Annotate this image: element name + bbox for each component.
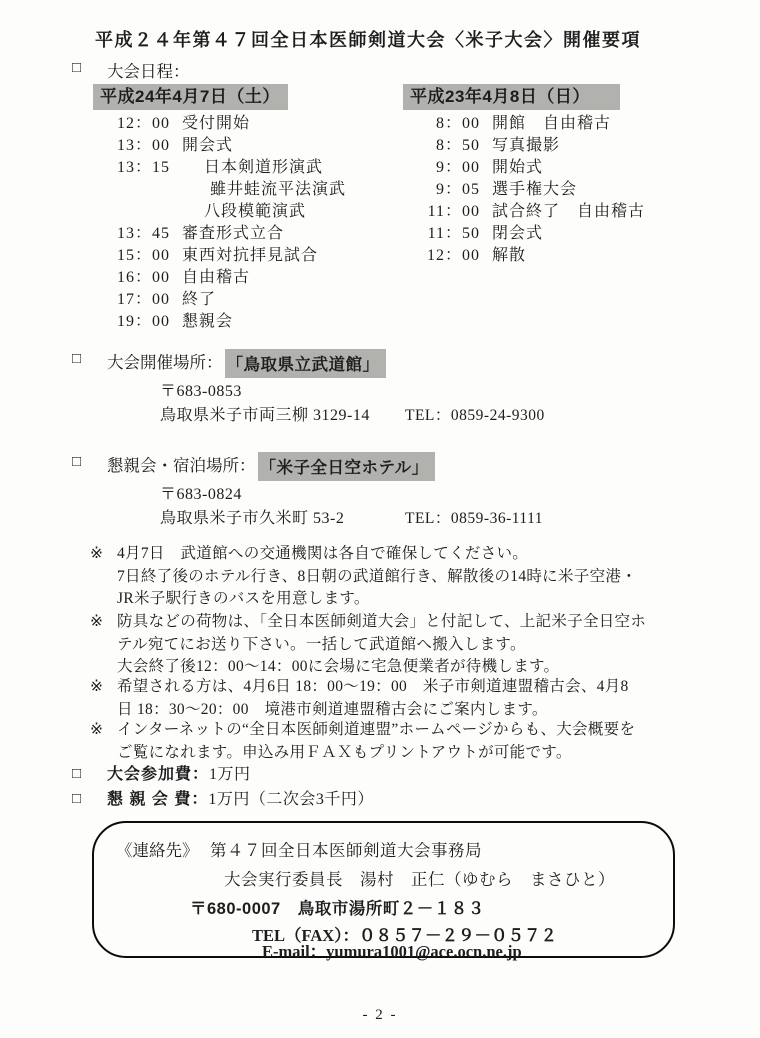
note-line: 希望される方は、4月6日 18：00〜19：00 米子市剣道連盟稽古会、4月8 [117, 678, 629, 695]
schedule-row [98, 113, 346, 135]
checkbox-bullet-icon: □ [72, 454, 82, 470]
schedule-item-label: 解散 [492, 247, 527, 264]
reference-mark-icon: ※ [90, 721, 103, 738]
schedule-time: 8：50 [435, 137, 480, 154]
schedule-item-label: 試合終了 自由稽古 [492, 203, 646, 220]
note-luggage [90, 611, 646, 679]
contact-address: 〒680-0007 鳥取市湯所町２－１８３ [190, 900, 485, 918]
note-transport [90, 543, 637, 611]
schedule-time: 11：00 [427, 203, 480, 220]
schedule-time: 16：00 [116, 269, 170, 286]
note-website [90, 719, 635, 764]
schedule-time: 11：50 [427, 225, 480, 242]
schedule-time: 13：15 [116, 159, 170, 176]
note-line: 日 18：30〜20：00 境港市剣道連盟稽古会にご案内します。 [117, 700, 548, 718]
party-postal-code: 〒683-0824 [160, 486, 242, 503]
schedule-item-label: 開始式 [492, 159, 544, 176]
venue-tel: TEL：0859-24-9300 [405, 407, 545, 424]
checkbox-bullet-icon: □ [72, 791, 82, 807]
party-fee-label: 懇 親 会 費： [107, 791, 209, 808]
note-line: 7日終了後のホテル行き、8日朝の武道館行き、解散後の14時に米子空港・ [117, 567, 637, 585]
venue-postal-code: 〒683-0853 [160, 383, 242, 400]
entry-fee-line [72, 764, 251, 785]
schedule-item-label: 自由稽古 [182, 269, 251, 286]
party-fee-line [72, 789, 374, 810]
contact-info-box [92, 821, 675, 961]
party-tel: TEL：0859-36-1111 [405, 510, 544, 527]
schedule-row [408, 201, 645, 223]
note-practice-sessions [90, 676, 629, 721]
schedule-row [408, 135, 645, 157]
schedule-row [408, 179, 645, 201]
schedule-row [98, 157, 346, 179]
note-line: 4月7日 武道館への交通機関は各自で確保してください。 [117, 545, 529, 562]
schedule-item-label: 終了 [182, 291, 217, 308]
reference-mark-icon: ※ [90, 613, 103, 630]
note-line: 防具などの荷物は、「全日本医師剣道大会」と付記して、上記米子全日空ホ [117, 613, 647, 630]
schedule-item-label: 受付開始 [182, 115, 251, 132]
venue-address: 鳥取県米子市両三柳 3129-14 [160, 407, 370, 424]
party-address: 鳥取県米子市久米町 53-2 [160, 510, 345, 527]
page-number: - 2 - [362, 1007, 398, 1023]
schedule-time: 12：00 [116, 115, 170, 132]
schedule-item-label: 開館 自由稽古 [492, 115, 612, 132]
schedule-row [408, 223, 645, 245]
checkbox-bullet-icon: □ [72, 60, 82, 76]
schedule-time: 13：00 [116, 137, 170, 154]
venue-section-heading [72, 349, 386, 378]
schedule-row [408, 157, 645, 179]
schedule-item-label: 閉会式 [492, 225, 544, 242]
checkbox-bullet-icon: □ [72, 766, 82, 782]
schedule-row [98, 311, 346, 333]
schedule-row [98, 135, 346, 157]
day2-schedule-list [408, 113, 645, 267]
schedule-time [98, 201, 170, 223]
schedule-time: 8：00 [435, 115, 480, 132]
reference-mark-icon: ※ [90, 678, 103, 695]
contact-chairperson: 大会実行委員長 湯村 正仁（ゆむら まさひと） [224, 870, 615, 889]
schedule-item-label: 審査形式立合 [182, 225, 285, 242]
schedule-item-label: 雖井蛙流平法演武 [210, 181, 347, 198]
party-fee-value: 1万円（二次会3千円） [208, 791, 374, 808]
day2-header-highlight: 平成23年4月8日（日） [403, 84, 620, 110]
checkbox-bullet-icon: □ [72, 351, 82, 367]
schedule-item-label: 東西対抗拝見試合 [182, 247, 319, 264]
note-text [117, 543, 637, 611]
day1-schedule-list [98, 113, 346, 333]
schedule-item-label: 日本剣道形演武 [204, 159, 324, 176]
schedule-row [98, 267, 346, 289]
schedule-row [98, 289, 346, 311]
schedule-item-label: 写真撮影 [492, 137, 561, 154]
schedule-row [98, 245, 346, 267]
schedule-item-label: 選手権大会 [492, 181, 578, 198]
contact-tel-fax: TEL（FAX）：０８５７－２９－０５７２ [252, 926, 557, 945]
contact-organization: 第４７回全日本医師剣道大会事務局 [210, 842, 482, 860]
party-venue-name-highlight: 「米子全日空ホテル」 [258, 452, 435, 481]
schedule-time [98, 179, 170, 201]
schedule-row [98, 179, 346, 201]
venue-name-highlight: 「鳥取県立武道館」 [225, 349, 386, 378]
schedule-row [98, 201, 346, 223]
schedule-item-label: 八段模範演武 [204, 203, 307, 220]
schedule-heading-label: 大会日程： [107, 63, 190, 81]
schedule-row [408, 245, 645, 267]
note-text [117, 611, 646, 679]
note-text [117, 676, 629, 721]
schedule-time: 19：00 [116, 313, 170, 330]
note-text [117, 719, 635, 764]
note-line: インターネットの“全日本医師剣道連盟”ホームページからも、大会概要を [117, 721, 636, 738]
note-line: テル宛てにお送り下さい。一括して武道館へ搬入します。 [117, 635, 526, 653]
contact-heading: 《連絡先》 [116, 842, 199, 860]
schedule-time: 15：00 [116, 247, 170, 264]
document-title: 平成２４年第４７回全日本医師剣道大会〈米子大会〉開催要項 [95, 30, 641, 50]
schedule-time: 9：05 [435, 181, 480, 198]
schedule-time: 17：00 [116, 291, 170, 308]
entry-fee-label: 大会参加費： [107, 766, 210, 783]
schedule-time: 12：00 [426, 247, 480, 264]
venue-label: 大会開催場所： [107, 354, 223, 372]
schedule-row [98, 223, 346, 245]
schedule-item-label: 開会式 [182, 137, 234, 154]
note-line: JR米子駅行きのバスを用意します。 [117, 590, 370, 607]
reference-mark-icon: ※ [90, 545, 103, 562]
contact-email: E-mail：yumura1001@ace.ocn.ne.jp [262, 942, 522, 961]
schedule-time: 13：45 [116, 225, 170, 242]
entry-fee-value: 1万円 [209, 766, 251, 783]
note-line: ご覧になれます。申込み用ＦＡＸもプリントアウトが可能です。 [117, 743, 572, 761]
note-line: 大会終了後12：00〜14：00に会場に宅急便業者が待機します。 [117, 658, 560, 675]
day1-header-highlight: 平成24年4月7日（土） [93, 84, 288, 110]
schedule-item-label: 懇親会 [182, 313, 234, 330]
schedule-section-heading [72, 58, 190, 82]
party-label: 懇親会・宿泊場所： [107, 457, 256, 475]
schedule-time: 9：00 [435, 159, 480, 176]
party-section-heading [72, 452, 435, 481]
schedule-row [408, 113, 645, 135]
